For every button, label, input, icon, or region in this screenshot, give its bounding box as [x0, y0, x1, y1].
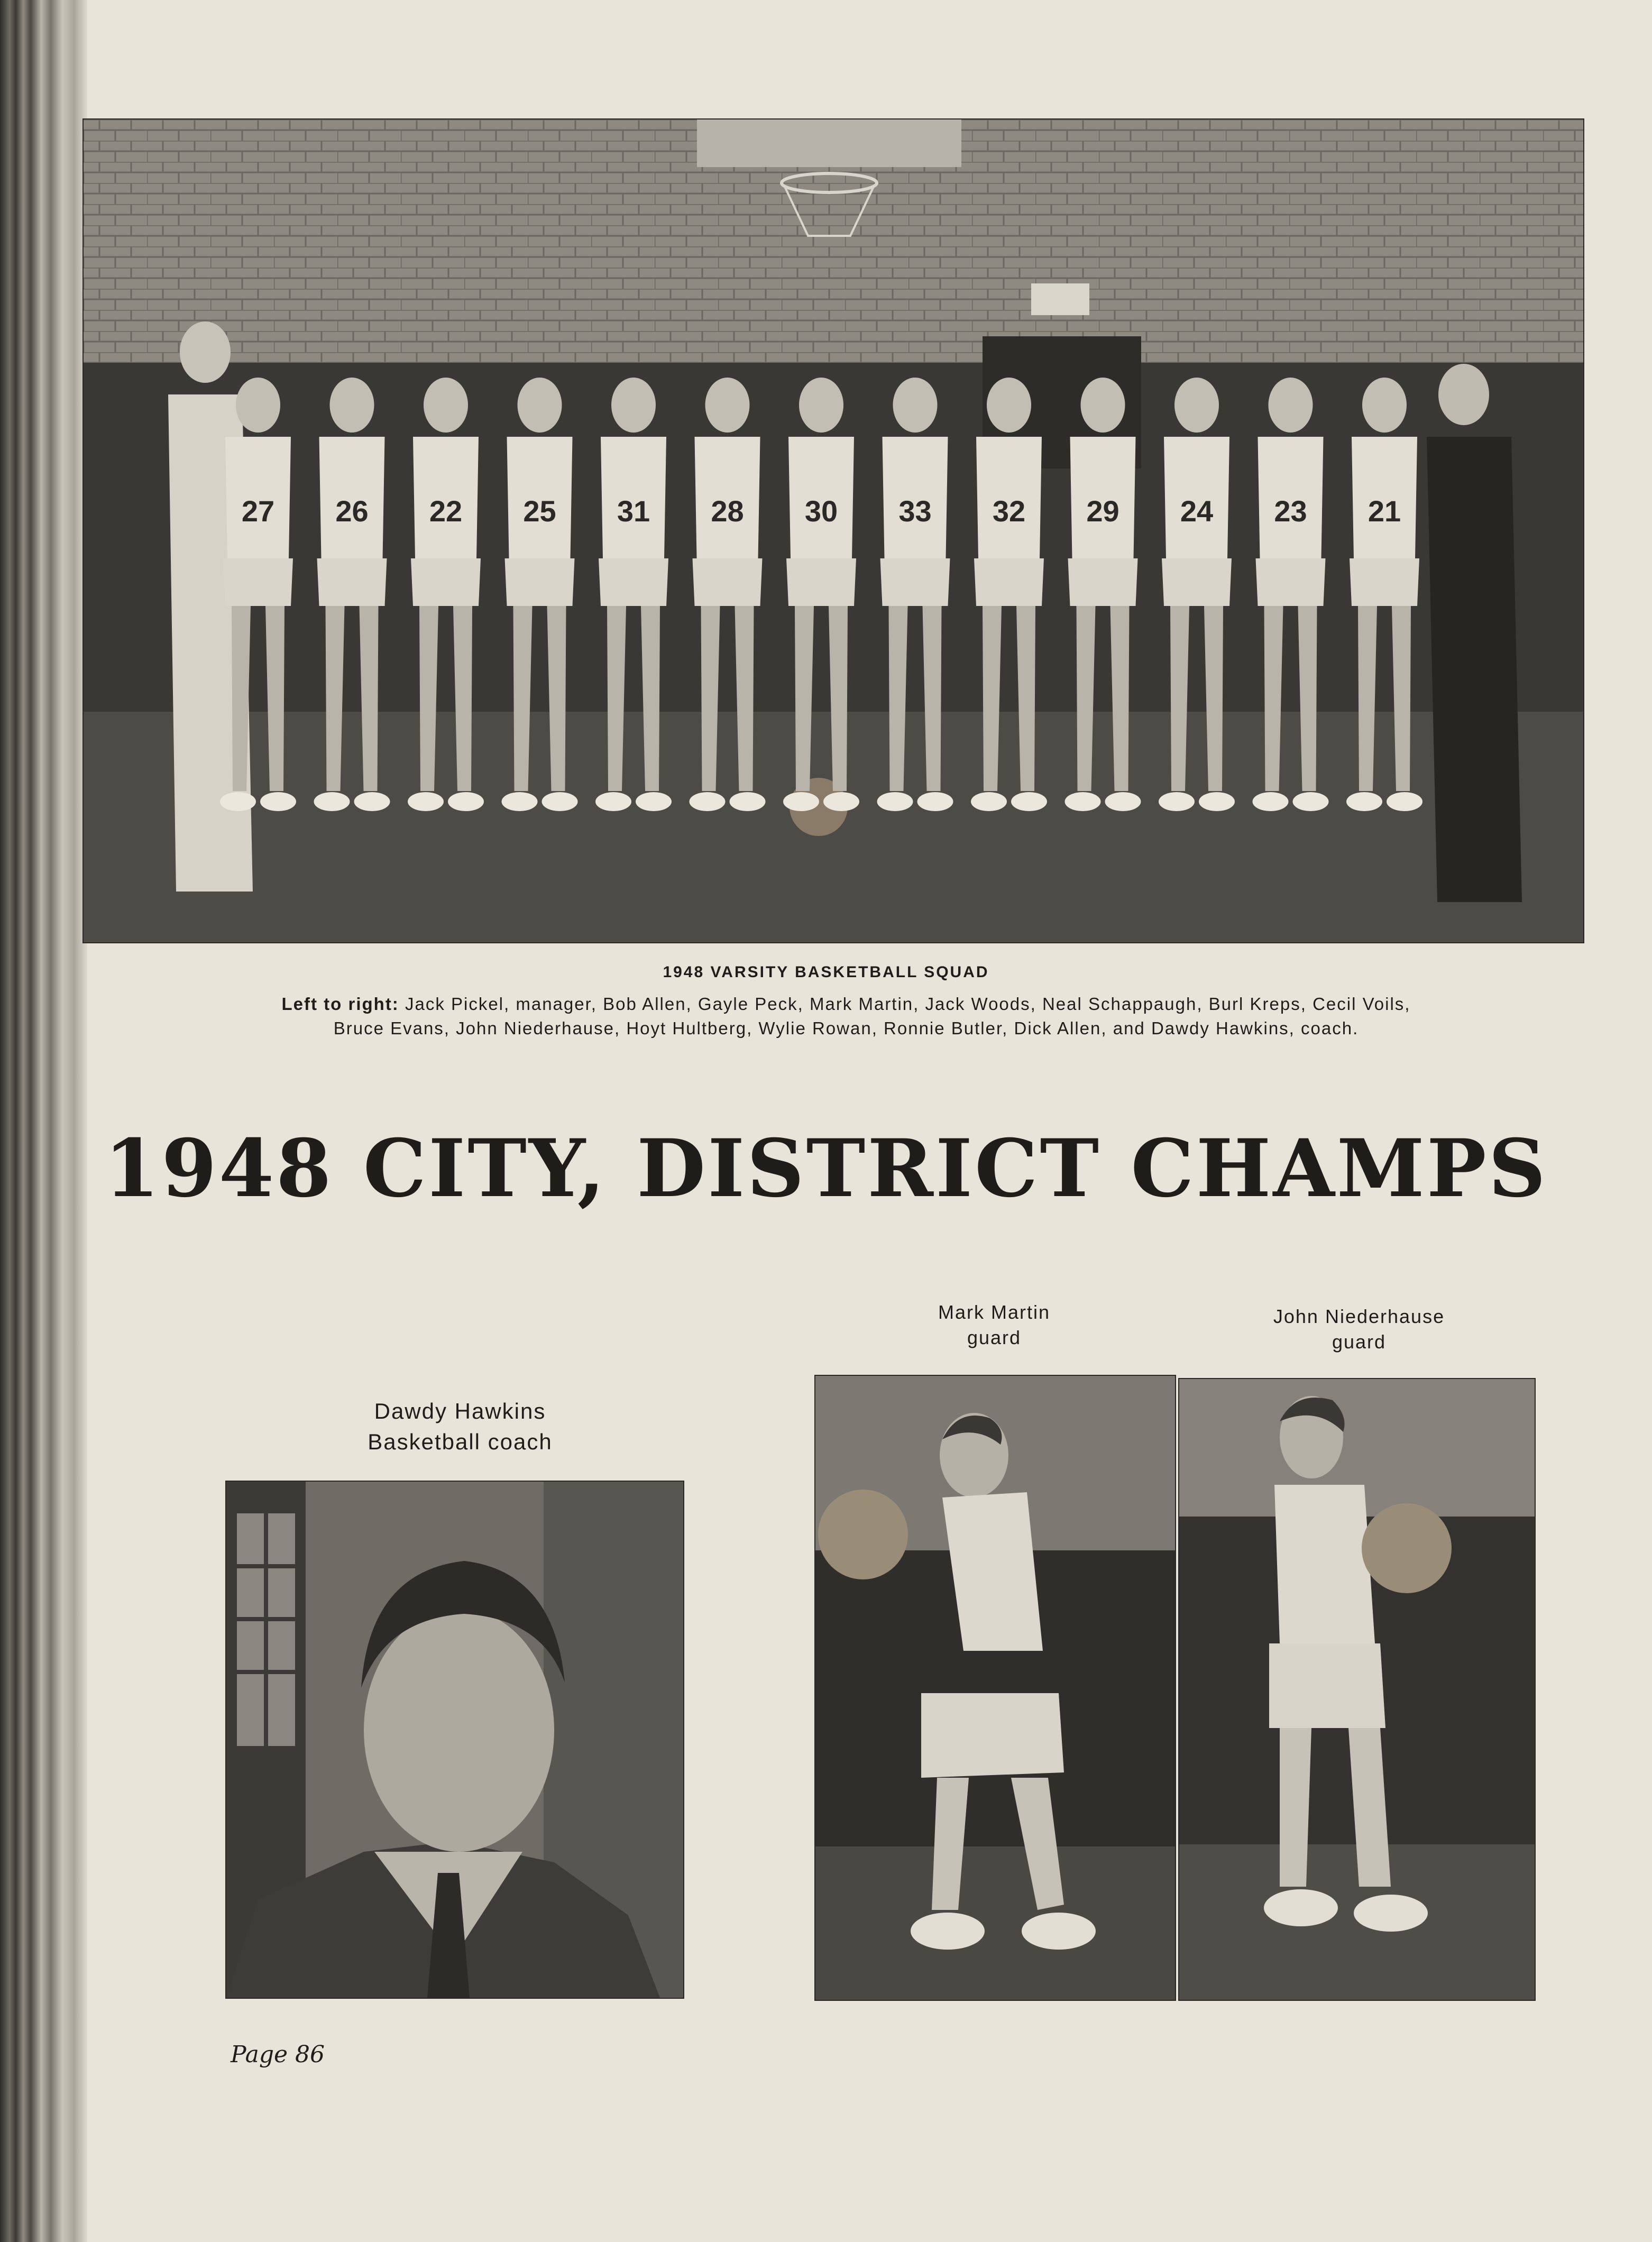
player-left-photo [814, 1375, 1176, 2001]
page-number: Page 86 [231, 2041, 325, 2068]
player-left-name: Mark Martin [938, 1301, 1051, 1323]
caption-lead: Left to right: [281, 994, 399, 1014]
jersey-number: 31 [617, 494, 650, 528]
jersey-number: 21 [1368, 494, 1401, 528]
coach-figure [1427, 364, 1522, 902]
jersey-number: 26 [335, 494, 369, 528]
player-left-role: guard [967, 1327, 1022, 1348]
coach-photo [225, 1481, 684, 1999]
coach-name: Dawdy Hawkins [374, 1399, 546, 1423]
jersey-number: 32 [992, 494, 1026, 528]
jersey-number: 22 [429, 494, 463, 528]
jersey-number: 23 [1274, 494, 1307, 528]
caption-names-line-2: Bruce Evans, John Niederhause, Hoyt Hultberg, Wylie Rowan, Ronnie Butler, Dick Allen, and Dawdy Hawkins, coach. [333, 1018, 1359, 1038]
team-photo [82, 118, 1584, 943]
caption-names-line-1: Jack Pickel, manager, Bob Allen, Gayle Peck, Mark Martin, Jack Woods, Neal Schappaugh, Burl Kreps, Cecil Voils, [405, 994, 1411, 1014]
player-left-label [899, 1300, 1089, 1350]
team-photo-title: 1948 VARSITY BASKETBALL SQUAD [663, 963, 989, 981]
player-right-role: guard [1332, 1331, 1387, 1353]
jersey-number: 24 [1180, 494, 1214, 528]
player-right-photo [1178, 1378, 1536, 2001]
page-headline: 1948 CITY, DISTRICT CHAMPS [104, 1122, 1548, 1215]
jersey-number: 30 [804, 494, 838, 528]
jersey-number: 29 [1086, 494, 1119, 528]
jersey-number: 33 [898, 494, 932, 528]
jersey-number: 25 [523, 494, 556, 528]
player-right-name: John Niederhause [1273, 1306, 1445, 1327]
jersey-number: 27 [241, 494, 275, 528]
coach-label [296, 1396, 624, 1457]
jersey-number: 28 [711, 494, 744, 528]
coach-role: Basketball coach [368, 1429, 553, 1454]
player-right-label [1253, 1304, 1465, 1355]
team-photo-caption [127, 992, 1565, 1041]
